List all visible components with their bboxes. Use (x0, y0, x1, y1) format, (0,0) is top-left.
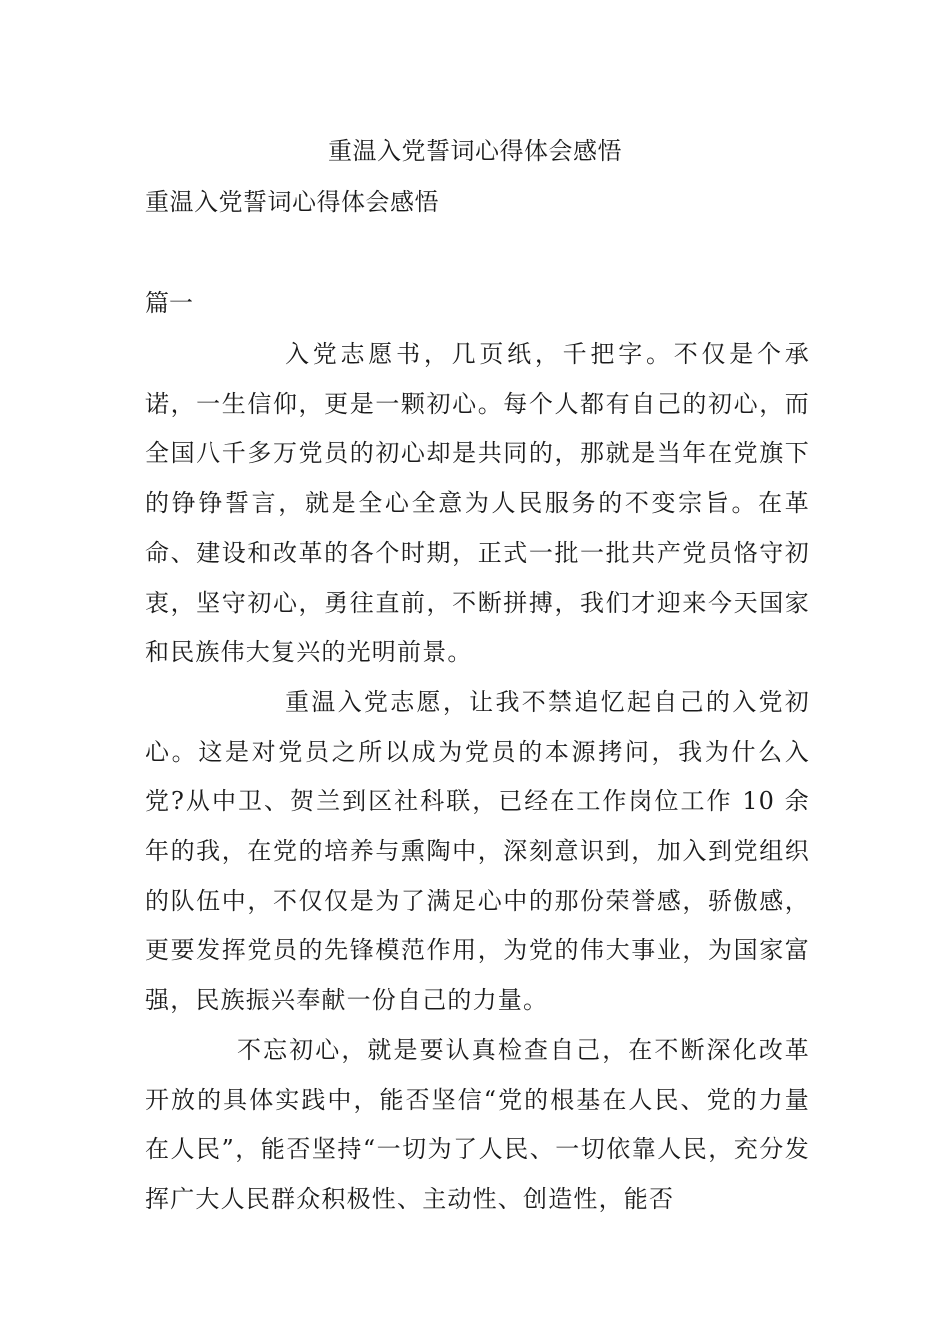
section-heading: 篇一 (145, 289, 193, 317)
paragraph-2: 重温入党志愿，让我不禁追忆起自己的入党初心。这是对党员之所以成为党员的本源拷问，我为什么入党?从中卫、贺兰到区社科联，已经在工作岗位工作 10 余年的我，在党的培养与熏陶中，深刻意识到，加入到党组织的队伍中，不仅仅是为了满足心中的那份荣誉感，骄傲感，更要发挥党员的先锋模范作用，为党的伟大事业，为国家富强，民族振兴奉献一份自己的力量。 (145, 687, 810, 1015)
paragraph-1: 入党志愿书，几页纸，千把字。不仅是个承诺，一生信仰，更是一颗初心。每个人都有自己的初心，而全国八千多万党员的初心却是共同的，那就是当年在党旗下的铮铮誓言，就是全心全意为人民服务的不变宗旨。在革命、建设和改革的各个时期，正式一批一批共产党员恪守初衷，坚守初心，勇往直前，不断拼搏，我们才迎来今天国家和民族伟大复兴的光明前景。 (145, 340, 810, 667)
document-body (145, 330, 810, 1225)
document-title: 重温入党誓词心得体会感悟 (328, 137, 622, 165)
document-subtitle: 重温入党誓词心得体会感悟 (145, 188, 439, 216)
paragraph-3: 不忘初心，就是要认真检查自己，在不断深化改革开放的具体实践中，能否坚信“党的根基在人民、党的力量在人民”，能否坚持“一切为了人民、一切依靠人民，充分发挥广大人民群众积极性、主动性、创造性，能否 (145, 1035, 810, 1213)
